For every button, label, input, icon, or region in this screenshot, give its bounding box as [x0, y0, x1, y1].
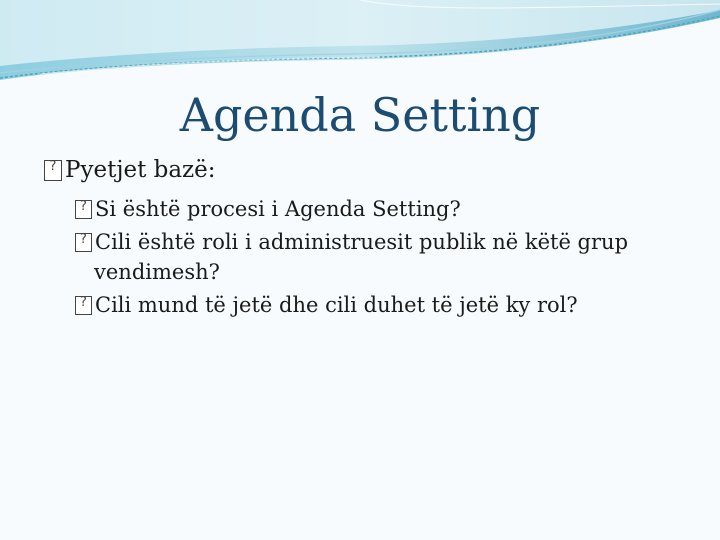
sub-bullet-item	[75, 230, 628, 254]
slide-title: Agenda Setting	[179, 88, 541, 142]
bullet-text: Pyetjet bazë:	[65, 157, 216, 183]
sub-bullet-item	[75, 293, 578, 317]
missing-glyph-icon	[75, 296, 92, 315]
sub-bullet-item	[75, 197, 461, 221]
sub-bullet-text: Cili është roli i administruesit publik në këtë grup	[95, 230, 629, 254]
sub-bullet-text: Si është procesi i Agenda Setting?	[95, 197, 461, 221]
missing-glyph-icon	[75, 233, 92, 252]
sub-bullet-continuation: vendimesh?	[94, 260, 220, 284]
missing-glyph-icon	[75, 200, 92, 219]
bullet-item-main	[44, 157, 216, 183]
missing-glyph-icon	[44, 160, 62, 181]
sub-bullet-text: Cili mund të jetë dhe cili duhet të jetë ky rol?	[95, 293, 578, 317]
